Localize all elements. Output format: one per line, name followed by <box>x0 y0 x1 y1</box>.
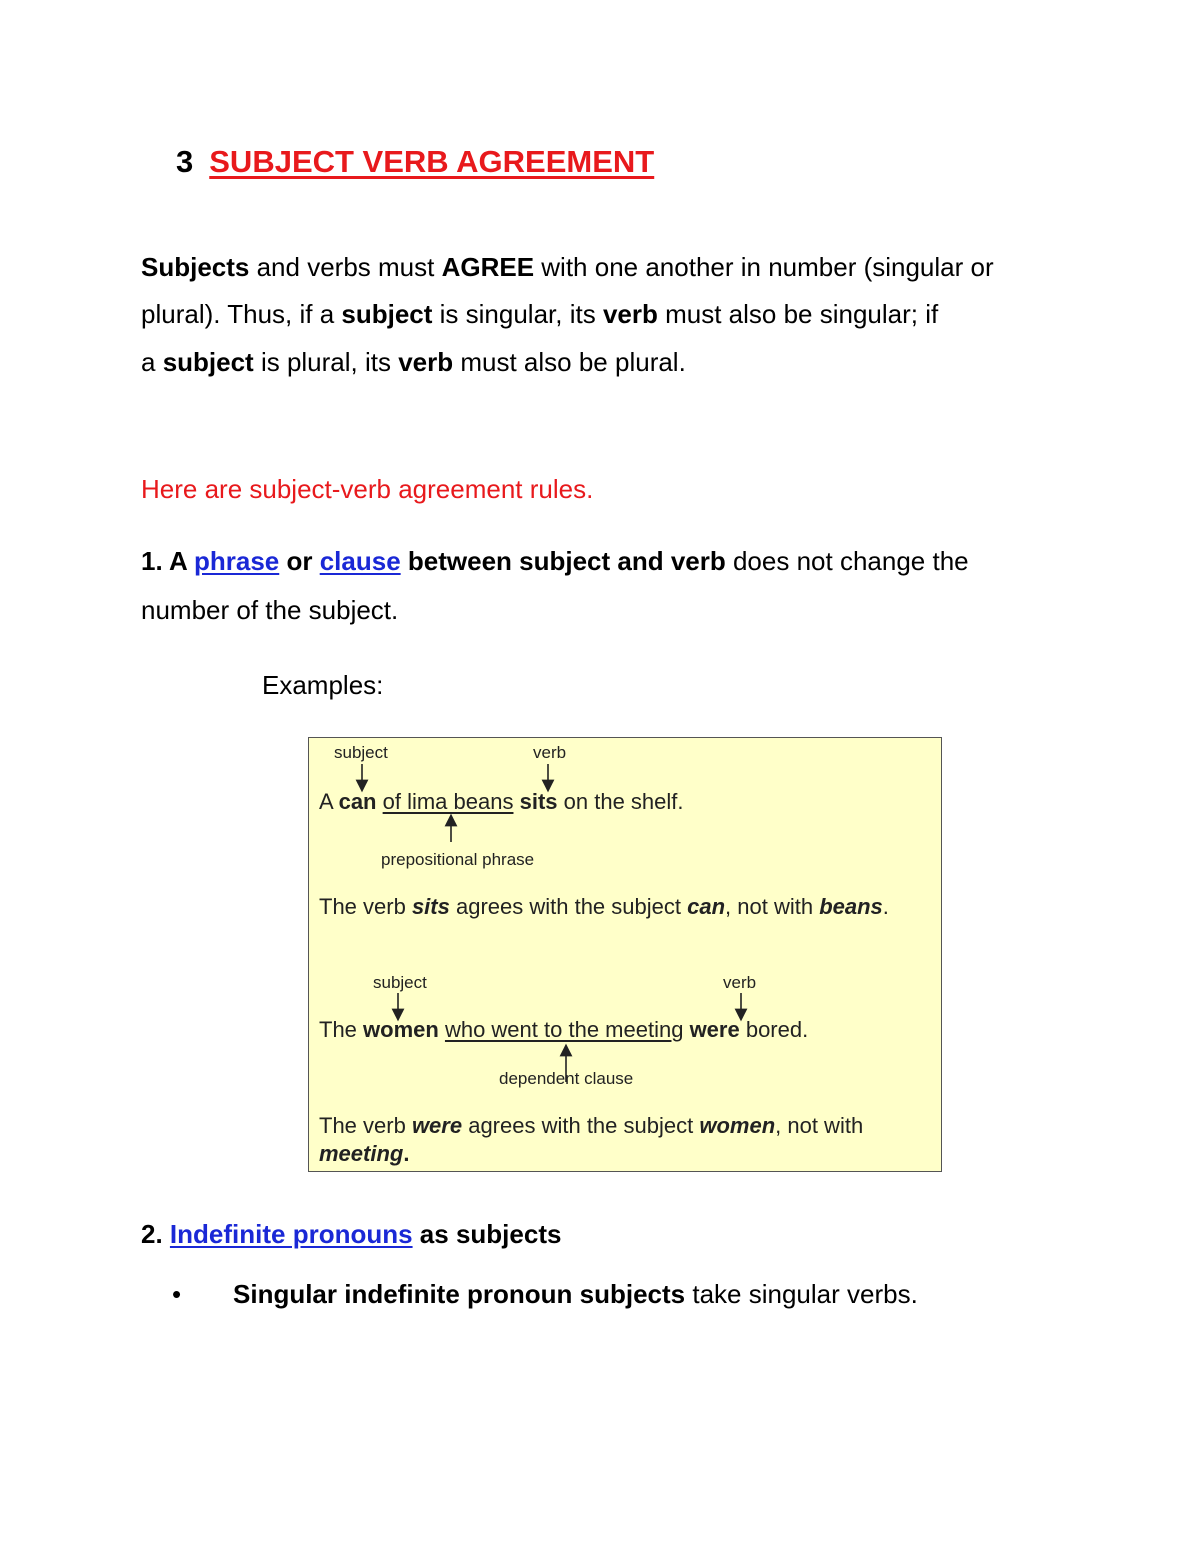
sentence-verb: sits <box>519 789 558 814</box>
section-title: SUBJECT VERB AGREEMENT <box>209 144 655 179</box>
intro-text: is plural, its <box>253 347 399 377</box>
label-subject-1: subject <box>334 743 388 762</box>
rule-2 <box>141 1219 561 1250</box>
explanation-text: . <box>403 1141 410 1166</box>
label-dependent-clause: dependent clause <box>499 1069 634 1088</box>
sentence-phrase: of lima beans <box>382 789 514 814</box>
explanation-noun: meeting <box>319 1141 404 1166</box>
explanation-text: . <box>882 894 889 919</box>
intro-bold-subject: subject <box>341 299 433 329</box>
explanation-subject: can <box>687 894 726 919</box>
example-1-sentence <box>319 789 684 815</box>
explanation-text: agrees with the subject <box>462 1113 700 1138</box>
intro-bold-verb: verb <box>398 347 454 377</box>
sentence-verb: were <box>689 1017 740 1042</box>
explanation-text: agrees with the subject <box>449 894 688 919</box>
example-2-explanation-line-1 <box>319 1113 863 1139</box>
rule-1-text: does not change the <box>725 546 969 576</box>
example-box <box>308 737 942 1172</box>
label-verb-2: verb <box>723 973 757 992</box>
phrase-link[interactable]: phrase <box>193 546 280 576</box>
explanation-subject: women <box>699 1113 776 1138</box>
label-subject-2: subject <box>373 973 427 992</box>
examples-label: Examples: <box>262 670 384 700</box>
label-prepositional-phrase: prepositional phrase <box>381 850 535 869</box>
intro-text: with one another in number (singular or <box>534 252 994 282</box>
intro-line-2 <box>141 299 938 330</box>
intro-line-3 <box>141 347 686 378</box>
explanation-noun: beans <box>819 894 883 919</box>
rule-1-text: or <box>279 546 320 576</box>
intro-text: is singular, its <box>432 299 603 329</box>
intro-text: must also be singular; if <box>657 299 939 329</box>
bullet-point-icon: • <box>172 1279 182 1309</box>
example-2-sentence <box>319 1017 808 1043</box>
sentence-text: bored. <box>739 1017 809 1042</box>
intro-bold-agree: AGREE <box>441 252 535 282</box>
intro-bold-verb: verb <box>602 299 658 329</box>
intro-bold-subjects: Subjects <box>141 252 250 282</box>
bullet-1-text <box>233 1279 918 1310</box>
intro-text: a <box>141 347 163 377</box>
sentence-subject: women <box>363 1017 439 1042</box>
explanation-text: , not with <box>775 1113 864 1138</box>
rule-2-prefix: 2. <box>141 1219 170 1249</box>
explanation-text: , not with <box>725 894 820 919</box>
rule-1-line-1 <box>141 546 969 577</box>
sentence-text: A <box>319 789 339 814</box>
label-verb-1: verb <box>533 743 567 762</box>
explanation-verb: were <box>411 1113 463 1138</box>
sentence-text: on the shelf. <box>557 789 684 814</box>
rules-intro: Here are subject-verb agreement rules. <box>141 474 594 504</box>
example-1-explanation <box>319 894 889 920</box>
rule-2-text: as subjects <box>412 1219 562 1249</box>
example-2-explanation-line-2 <box>319 1141 409 1167</box>
sentence-clause: who went to the meeting <box>444 1017 684 1042</box>
clause-link[interactable]: clause <box>319 546 401 576</box>
explanation-text: The verb <box>319 894 412 919</box>
section-heading <box>176 144 654 180</box>
indefinite-pronouns-link[interactable]: Indefinite pronouns <box>169 1219 413 1249</box>
explanation-text: The verb <box>319 1113 412 1138</box>
intro-bold-subject: subject <box>162 347 254 377</box>
bullet-1-bold: Singular indefinite pronoun subjects <box>233 1279 686 1309</box>
explanation-verb: sits <box>411 894 450 919</box>
rule-1-bold-text: between subject and verb <box>400 546 726 576</box>
intro-text: must also be plural. <box>453 347 686 377</box>
rule-1-prefix: 1. A <box>141 546 194 576</box>
sentence-subject: can <box>338 789 377 814</box>
section-number: 3 <box>176 144 194 179</box>
bullet-1-rest: take singular verbs. <box>685 1279 918 1309</box>
rule-1-line-2: number of the subject. <box>141 595 399 625</box>
intro-text: plural). Thus, if a <box>141 299 342 329</box>
intro-text: and verbs must <box>249 252 442 282</box>
sentence-text: The <box>319 1017 364 1042</box>
intro-line-1 <box>141 252 994 283</box>
